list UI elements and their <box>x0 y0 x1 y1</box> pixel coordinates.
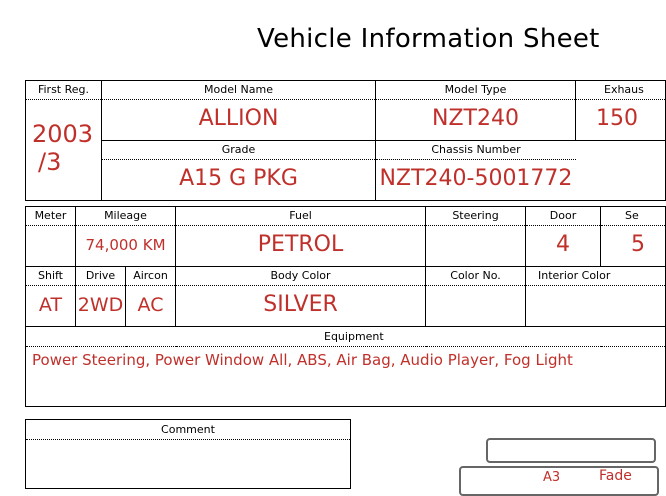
page-title: Vehicle Information Sheet <box>257 24 600 54</box>
comment-label: Comment <box>26 420 350 440</box>
model-name-cell <box>102 81 376 141</box>
exhaust-cell <box>576 81 666 141</box>
model-type-label: Model Type <box>376 81 575 100</box>
vehicle-detail-table <box>25 206 666 407</box>
shift-value: AT <box>38 294 63 316</box>
interior-color-cell <box>526 267 666 327</box>
vehicle-diagram-outline <box>459 466 659 496</box>
door-label: Door <box>526 207 600 226</box>
mileage-value: 74,000 KM <box>85 236 166 254</box>
model-name-label: Model Name <box>102 81 375 100</box>
meter-label: Meter <box>26 207 75 226</box>
drive-label: Drive <box>76 267 125 286</box>
body-color-value: SILVER <box>263 292 338 317</box>
aircon-label: Aircon <box>126 267 175 286</box>
model-type-cell <box>376 81 576 141</box>
grade-value: A15 G PKG <box>179 166 298 191</box>
exhaust-label: Exhaus <box>576 81 665 100</box>
meter-cell <box>26 207 76 267</box>
shift-label: Shift <box>26 267 75 286</box>
chassis-value: NZT240-5001772 <box>379 166 573 191</box>
equipment-label: Equipment <box>26 327 666 347</box>
grade-label: Grade <box>102 141 375 160</box>
interior-color-label: Interior Color <box>526 267 665 286</box>
steering-label: Steering <box>426 207 525 226</box>
drive-cell <box>76 267 126 327</box>
fuel-cell <box>176 207 426 267</box>
damage-code-fade: Fade <box>599 468 632 484</box>
seat-label: Se <box>601 207 665 226</box>
model-name-value: ALLION <box>198 106 279 131</box>
steering-cell <box>426 207 526 267</box>
color-no-label: Color No. <box>426 267 525 286</box>
chassis-cell <box>376 141 666 201</box>
seat-cell <box>601 207 666 267</box>
exhaust-value: 150 <box>596 106 638 131</box>
color-no-cell <box>426 267 526 327</box>
fuel-label: Fuel <box>176 207 425 226</box>
aircon-value: AC <box>137 294 164 316</box>
equipment-value: Power Steering, Power Window All, ABS, Air Bag, Audio Player, Fog Light <box>26 347 666 407</box>
drive-value: 2WD <box>77 294 124 316</box>
first-reg-cell <box>26 81 102 201</box>
body-color-label: Body Color <box>176 267 425 286</box>
first-reg-label: First Reg. <box>26 81 101 100</box>
vehicle-basic-info-table <box>25 80 666 201</box>
body-color-cell <box>176 267 426 327</box>
mileage-cell <box>76 207 176 267</box>
first-reg-year: 2003 <box>32 120 94 148</box>
comment-box <box>25 419 351 489</box>
first-reg-month: /3 <box>38 148 62 176</box>
aircon-cell <box>126 267 176 327</box>
model-type-value: NZT240 <box>432 106 519 131</box>
door-cell <box>526 207 601 267</box>
shift-cell <box>26 267 76 327</box>
chassis-label: Chassis Number <box>376 141 576 160</box>
seat-value: 5 <box>631 232 646 257</box>
door-value: 4 <box>556 232 571 257</box>
grade-cell <box>102 141 376 201</box>
damage-code-a3: A3 <box>543 470 561 485</box>
fuel-value: PETROL <box>257 232 344 257</box>
mileage-label: Mileage <box>76 207 175 226</box>
vehicle-diagram-frame <box>486 438 656 463</box>
